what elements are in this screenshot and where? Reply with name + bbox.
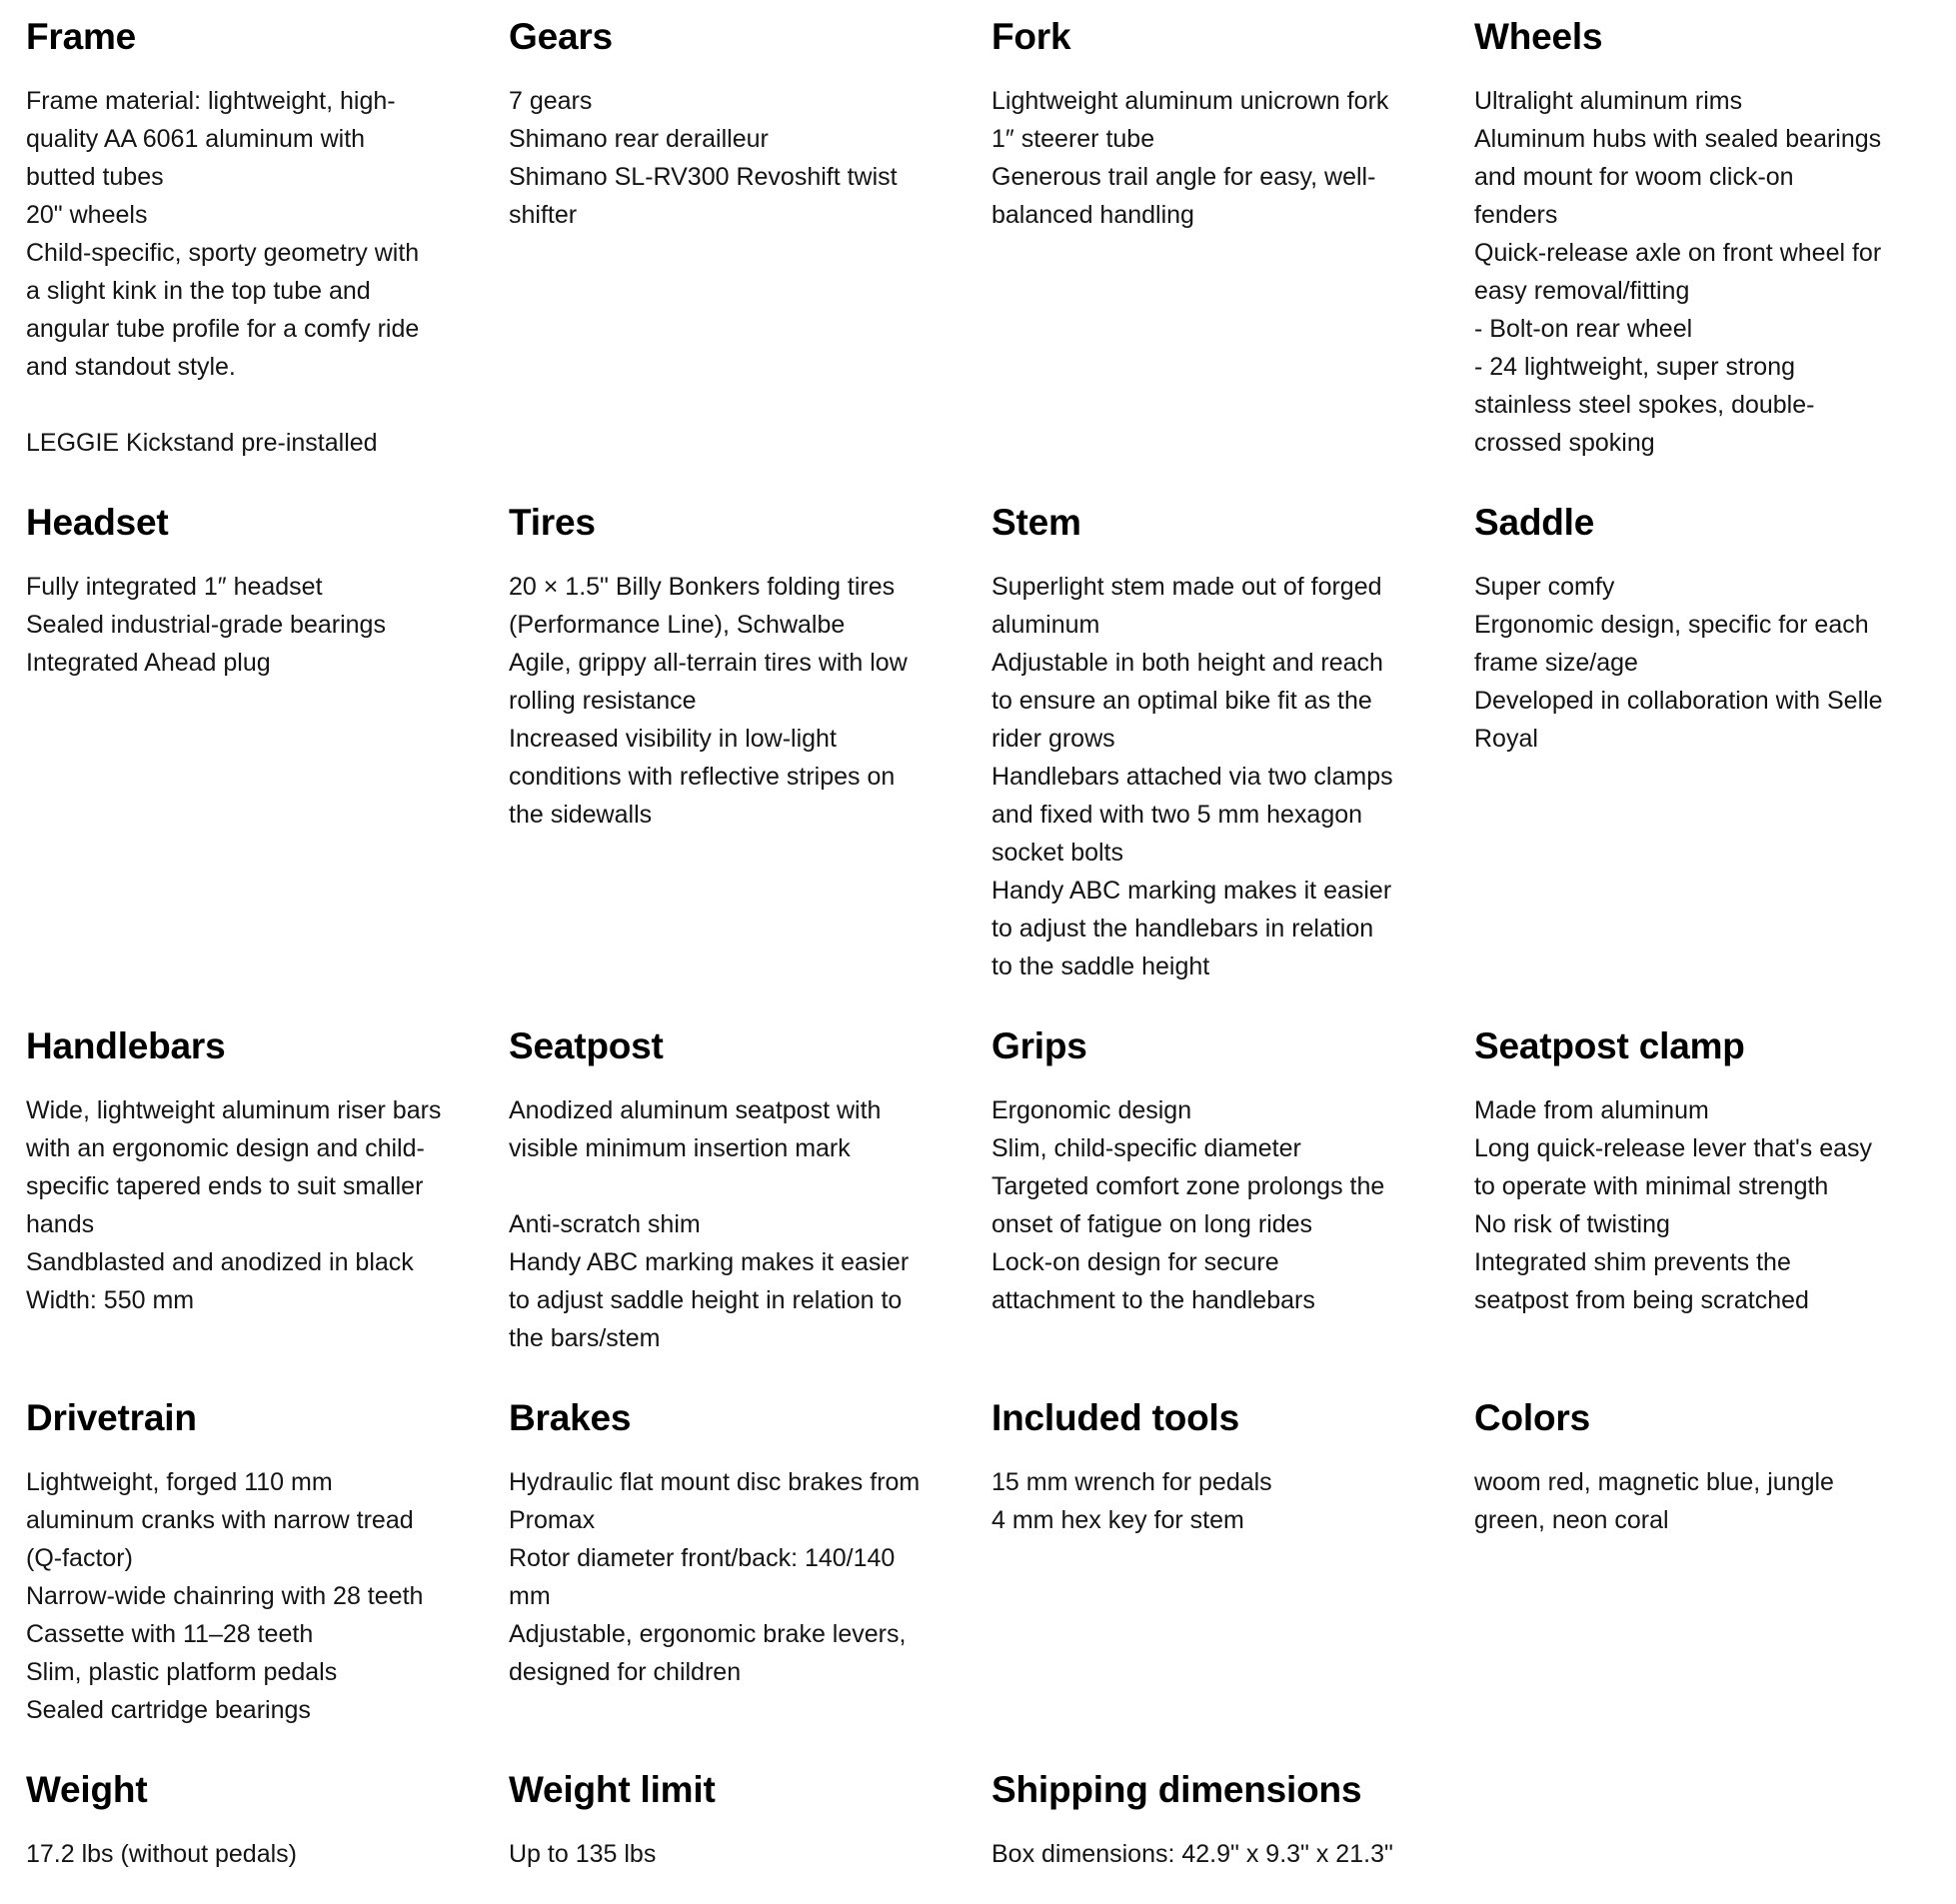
spec-title: Frame [26,16,137,57]
spec-line: aluminum cranks with narrow tread [26,1506,414,1534]
spec-line: Superlight stem made out of forged [991,573,1382,601]
spec-body [509,1463,991,1691]
spec-body [1474,82,1956,462]
spec-body [509,82,991,234]
spec-title: Stem [991,502,1081,543]
spec-line: Slim, plastic platform pedals [26,1658,338,1686]
spec-line: (Performance Line), Schwalbe [509,611,846,639]
spec-line: Slim, child-specific diameter [991,1134,1301,1162]
spec-line: Royal [1474,725,1538,753]
spec-line: aluminum [991,611,1100,639]
spec-section-wheels [1474,15,1956,462]
spec-line: Shimano rear derailleur [509,125,769,153]
spec-section-seatpost [509,1024,991,1357]
spec-line: Integrated Ahead plug [26,649,271,677]
spec-section-seatpost-clamp [1474,1024,1956,1357]
spec-line: - 24 lightweight, super strong [1474,353,1796,381]
spec-section-shipping-dimensions [991,1768,1474,1873]
spec-line: Promax [509,1506,596,1534]
spec-line: Generous trail angle for easy, well- [991,163,1376,191]
spec-line: LEGGIE Kickstand pre-installed [26,429,378,457]
spec-body [1474,1091,1956,1319]
spec-body [1474,1463,1956,1539]
spec-body [991,82,1474,234]
spec-line: Child-specific, sporty geometry with [26,239,420,267]
spec-body [991,568,1474,985]
spec-line: Sealed cartridge bearings [26,1696,311,1724]
spec-line: Width: 550 mm [26,1286,195,1314]
spec-line: 4 mm hex key for stem [991,1506,1244,1534]
spec-line: No risk of twisting [1474,1210,1670,1238]
spec-line: - Bolt-on rear wheel [1474,315,1693,343]
spec-line: a slight kink in the top tube and [26,277,371,305]
spec-line: Aluminum hubs with sealed bearings [1474,125,1882,153]
spec-title: Included tools [991,1397,1239,1438]
spec-title: Weight [26,1769,148,1810]
spec-line: Adjustable, ergonomic brake levers, [509,1620,907,1648]
spec-line: 7 gears [509,87,593,115]
spec-line: the sidewalls [509,801,653,829]
spec-body [991,1091,1474,1319]
spec-line: to adjust the handlebars in relation [991,915,1374,943]
spec-line: mm [509,1582,551,1610]
spec-section-fork [991,15,1474,462]
spec-line: Sealed industrial-grade bearings [26,611,386,639]
spec-title: Tires [509,502,596,543]
spec-line: (Q-factor) [26,1544,133,1572]
spec-title: Saddle [1474,502,1595,543]
spec-line: Targeted comfort zone prolongs the [991,1172,1385,1200]
spec-section-tires [509,501,991,985]
spec-title: Weight limit [509,1769,716,1810]
spec-line: woom red, magnetic blue, jungle [1474,1468,1834,1496]
spec-section-included-tools [991,1396,1474,1729]
spec-line: Handlebars attached via two clamps [991,763,1393,791]
spec-line: 20 × 1.5" Billy Bonkers folding tires [509,573,896,601]
spec-line: attachment to the handlebars [991,1286,1315,1314]
spec-title: Handlebars [26,1025,226,1066]
spec-section-weight-limit [509,1768,991,1873]
spec-title: Seatpost [509,1025,664,1066]
spec-line: hands [26,1210,95,1238]
spec-line: the bars/stem [509,1324,661,1352]
spec-line: conditions with reflective stripes on [509,763,896,791]
spec-section-handlebars [26,1024,509,1357]
spec-line: Box dimensions: 42.9" x 9.3" x 21.3" [991,1840,1393,1868]
spec-body [509,568,991,834]
spec-line: Handy ABC marking makes it easier [509,1248,910,1276]
spec-body [26,568,509,682]
spec-line: shifter [509,201,578,229]
spec-section-stem [991,501,1474,985]
spec-title: Seatpost clamp [1474,1025,1745,1066]
spec-body [1474,568,1956,758]
spec-line: and fixed with two 5 mm hexagon [991,801,1363,829]
spec-line: stainless steel spokes, double- [1474,391,1815,419]
spec-line: Developed in collaboration with Selle [1474,687,1883,715]
spec-line: Made from aluminum [1474,1096,1709,1124]
spec-line: Handy ABC marking makes it easier [991,877,1392,905]
spec-line: to the saddle height [991,952,1210,980]
spec-line: socket bolts [991,839,1124,867]
spec-section-headset [26,501,509,985]
spec-section-brakes [509,1396,991,1729]
spec-title: Brakes [509,1397,632,1438]
spec-line: fenders [1474,201,1558,229]
spec-body [26,1463,509,1729]
spec-line: Ergonomic design, specific for each [1474,611,1869,639]
spec-line: Sandblasted and anodized in black [26,1248,414,1276]
spec-section-frame [26,15,509,462]
spec-line: visible minimum insertion mark [509,1134,851,1162]
spec-body [509,1091,991,1357]
spec-line: 17.2 lbs (without pedals) [26,1840,297,1868]
spec-section-gears [509,15,991,462]
spec-line: Frame material: lightweight, high- [26,87,396,115]
spec-line: Agile, grippy all-terrain tires with low [509,649,908,677]
spec-line: quality AA 6061 aluminum with [26,125,366,153]
spec-line: rolling resistance [509,687,697,715]
spec-line: Narrow-wide chainring with 28 teeth [26,1582,424,1610]
spec-line: Anti-scratch shim [509,1210,701,1238]
spec-line: 15 mm wrench for pedals [991,1468,1272,1496]
spec-line: Adjustable in both height and reach [991,649,1383,677]
spec-body [991,1835,1474,1873]
spec-title: Headset [26,502,169,543]
spec-line: balanced handling [991,201,1194,229]
spec-line: angular tube profile for a comfy ride [26,315,420,343]
spec-title: Grips [991,1025,1087,1066]
spec-line: specific tapered ends to suit smaller [26,1172,424,1200]
spec-body [509,1835,991,1873]
spec-section-grips [991,1024,1474,1357]
spec-title: Fork [991,16,1071,57]
spec-section-drivetrain [26,1396,509,1729]
spec-line: frame size/age [1474,649,1638,677]
spec-line: and mount for woom click-on [1474,163,1794,191]
spec-line: with an ergonomic design and child- [26,1134,425,1162]
spec-line: crossed spoking [1474,429,1655,457]
spec-line: Ultralight aluminum rims [1474,87,1743,115]
spec-section-weight [26,1768,509,1873]
spec-line: Quick-release axle on front wheel for [1474,239,1882,267]
spec-line: Wide, lightweight aluminum riser bars [26,1096,442,1124]
spec-line: Anodized aluminum seatpost with [509,1096,882,1124]
spec-line: Super comfy [1474,573,1615,601]
spec-line: to adjust saddle height in relation to [509,1286,903,1314]
spec-line: easy removal/fitting [1474,277,1690,305]
spec-body [991,1463,1474,1539]
spec-line: Long quick-release lever that's easy [1474,1134,1873,1162]
spec-line: designed for children [509,1658,742,1686]
spec-title: Colors [1474,1397,1590,1438]
spec-line: green, neon coral [1474,1506,1669,1534]
spec-body [26,1091,509,1319]
spec-line: Increased visibility in low-light [509,725,837,753]
spec-title: Shipping dimensions [991,1769,1362,1810]
spec-body [26,1835,509,1873]
spec-blank-line [509,1167,991,1205]
spec-line: Lock-on design for secure [991,1248,1279,1276]
spec-line: 20" wheels [26,201,148,229]
spec-title: Drivetrain [26,1397,197,1438]
spec-line: Ergonomic design [991,1096,1192,1124]
spec-line: to operate with minimal strength [1474,1172,1829,1200]
spec-line: Rotor diameter front/back: 140/140 [509,1544,896,1572]
spec-section-saddle [1474,501,1956,985]
spec-blank-line [26,386,509,424]
spec-line: and standout style. [26,353,236,381]
spec-line: rider grows [991,725,1115,753]
spec-body [26,82,509,462]
spec-line: onset of fatigue on long rides [991,1210,1313,1238]
spec-line: butted tubes [26,163,164,191]
spec-line: seatpost from being scratched [1474,1286,1809,1314]
spec-line: Lightweight aluminum unicrown fork [991,87,1389,115]
spec-title: Wheels [1474,16,1603,57]
spec-line: Lightweight, forged 110 mm [26,1468,333,1496]
spec-line: Up to 135 lbs [509,1840,657,1868]
spec-line: Cassette with 11–28 teeth [26,1620,314,1648]
spec-line: Hydraulic flat mount disc brakes from [509,1468,921,1496]
spec-line: Integrated shim prevents the [1474,1248,1791,1276]
spec-line: Fully integrated 1″ headset [26,573,323,601]
spec-line: 1″ steerer tube [991,125,1155,153]
spec-section-colors [1474,1396,1956,1729]
spec-line: Shimano SL-RV300 Revoshift twist [509,163,898,191]
spec-line: to ensure an optimal bike fit as the [991,687,1372,715]
spec-title: Gears [509,16,613,57]
